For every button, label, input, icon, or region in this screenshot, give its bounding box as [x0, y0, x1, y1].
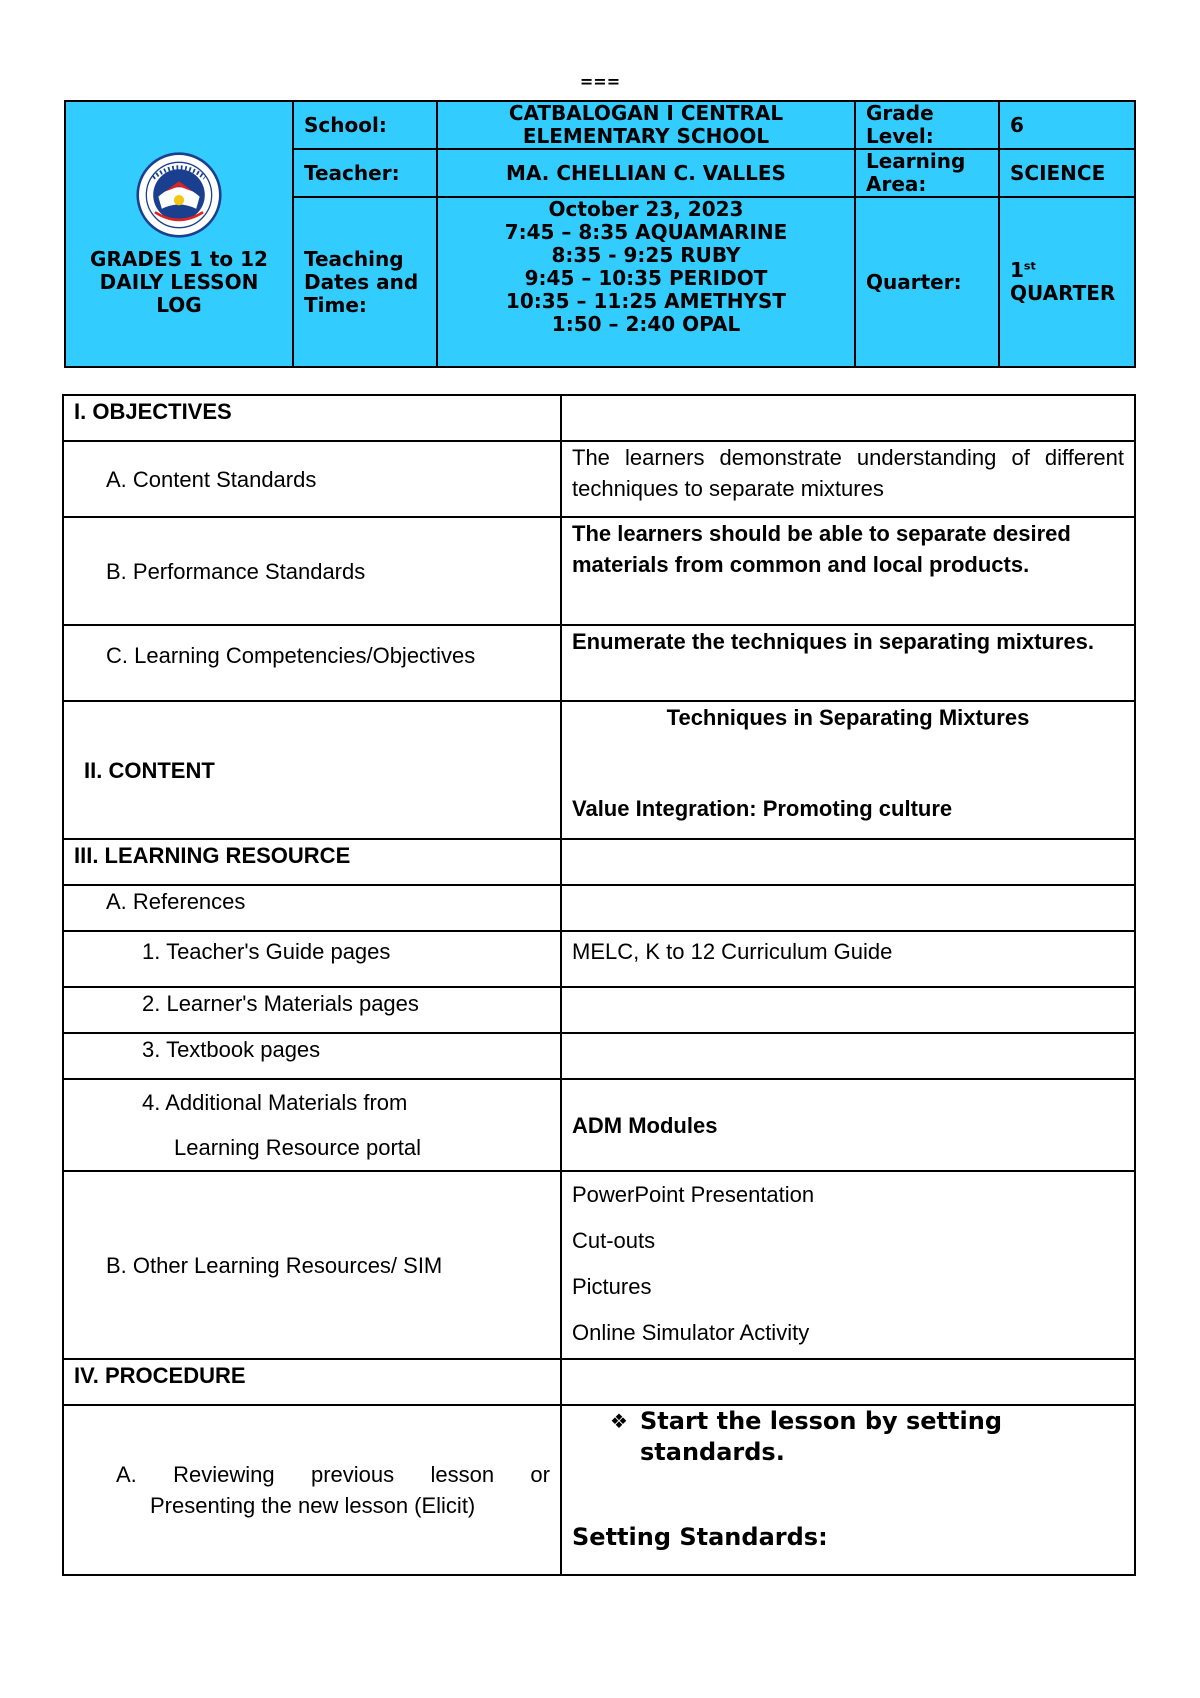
area-value: SCIENCE	[999, 149, 1135, 197]
time-line: 7:45 – 8:35 AQUAMARINE	[504, 220, 788, 244]
header-title-cell	[65, 101, 293, 367]
bullet-text	[640, 1406, 1002, 1468]
objectives-heading: I. OBJECTIVES	[63, 395, 561, 441]
learning-resource-heading: III. LEARNING RESOURCE	[63, 839, 561, 885]
teacher-value: MA. CHELLIAN C. VALLES	[437, 149, 855, 197]
additional-materials-line: Learning Resource portal	[174, 1135, 422, 1160]
textbook-label: 3. Textbook pages	[63, 1033, 561, 1079]
table-row	[63, 987, 1135, 1033]
empty-cell	[561, 1033, 1135, 1079]
teachers-guide-label: 1. Teacher's Guide pages	[63, 931, 561, 987]
value-integration: Value Integration: Promoting culture	[572, 796, 953, 821]
empty-cell	[561, 395, 1135, 441]
table-row	[63, 517, 1135, 625]
deped-seal-icon	[136, 152, 222, 238]
table-row	[63, 1033, 1135, 1079]
content-heading: II. CONTENT	[63, 701, 561, 839]
review-lesson-label	[63, 1405, 561, 1575]
empty-cell	[561, 1359, 1135, 1405]
competencies-label: C. Learning Competencies/Objectives	[63, 625, 561, 701]
time-line: 9:45 – 10:35 PERIDOT	[524, 266, 768, 290]
area-label: Learning Area:	[855, 149, 999, 197]
quarter-value	[999, 197, 1135, 367]
empty-cell	[561, 987, 1135, 1033]
time-line: 8:35 - 9:25 RUBY	[551, 243, 741, 267]
table-row	[63, 625, 1135, 701]
quarter-suffix: st	[1023, 259, 1036, 273]
table-row	[63, 931, 1135, 987]
diamond-bullet-icon: ❖	[610, 1409, 628, 1433]
table-row	[63, 1079, 1135, 1171]
lesson-log-body	[62, 394, 1136, 1576]
table-row	[63, 839, 1135, 885]
list-item: PowerPoint Presentation	[572, 1182, 815, 1207]
review-lesson-value	[561, 1405, 1135, 1575]
bullet-text-line: standards.	[640, 1438, 785, 1466]
dates-label: Teaching Dates and Time:	[293, 197, 437, 367]
table-row	[63, 395, 1135, 441]
performance-standards-value: The learners should be able to separate desired materials from common and local products.	[561, 517, 1135, 625]
lesson-log-header	[64, 100, 1136, 368]
time-line: 10:35 – 11:25 AMETHYST	[505, 289, 787, 313]
additional-materials-value: ADM Modules	[561, 1079, 1135, 1171]
procedure-heading: IV. PROCEDURE	[63, 1359, 561, 1405]
content-topic: Techniques in Separating Mixtures	[666, 705, 1030, 730]
grade-label: Grade Level:	[855, 101, 999, 149]
other-resources-value	[561, 1171, 1135, 1359]
empty-cell	[561, 885, 1135, 931]
content-standards-label: A. Content Standards	[63, 441, 561, 517]
time-line: 1:50 – 2:40 OPAL	[551, 312, 741, 336]
setting-standards-heading: Setting Standards:	[572, 1523, 828, 1551]
header-title: GRADES 1 to 12 DAILY LESSON LOG	[90, 246, 268, 317]
additional-materials-line: 4. Additional Materials from	[142, 1090, 408, 1115]
dates-value	[437, 197, 855, 367]
references-label: A. References	[63, 885, 561, 931]
additional-materials-label	[63, 1079, 561, 1171]
date-line: October 23, 2023	[548, 197, 744, 221]
empty-cell	[561, 839, 1135, 885]
performance-standards-label: B. Performance Standards	[63, 517, 561, 625]
table-row	[63, 441, 1135, 517]
table-row	[63, 1359, 1135, 1405]
list-item: Cut-outs	[572, 1228, 656, 1253]
review-lesson-line: Presenting the new lesson (Elicit)	[150, 1493, 476, 1518]
competencies-value: Enumerate the techniques in separating mixtures.	[561, 625, 1135, 701]
bullet-text-line: Start the lesson by setting	[640, 1407, 1002, 1435]
table-row	[63, 1405, 1135, 1575]
learners-materials-label: 2. Learner's Materials pages	[63, 987, 561, 1033]
page-mark: ===	[579, 72, 621, 91]
teacher-label: Teacher:	[293, 149, 437, 197]
review-lesson-line: A. Reviewing previous lesson or	[116, 1462, 550, 1487]
list-item: Pictures	[572, 1274, 652, 1299]
content-value	[561, 701, 1135, 839]
table-row	[63, 885, 1135, 931]
bullet-item	[572, 1406, 1124, 1468]
teachers-guide-value: MELC, K to 12 Curriculum Guide	[561, 931, 1135, 987]
content-standards-value: The learners demonstrate understanding of different techniques to separate mixtures	[561, 441, 1135, 517]
list-item: Online Simulator Activity	[572, 1320, 810, 1345]
table-row	[63, 1171, 1135, 1359]
quarter-label: Quarter:	[855, 197, 999, 367]
school-value: CATBALOGAN I CENTRAL ELEMENTARY SCHOOL	[437, 101, 855, 149]
quarter-word: QUARTER	[1010, 281, 1116, 305]
quarter-number: 1	[1010, 258, 1024, 282]
grade-value: 6	[999, 101, 1135, 149]
table-row	[63, 701, 1135, 839]
other-resources-label: B. Other Learning Resources/ SIM	[63, 1171, 561, 1359]
school-label: School:	[293, 101, 437, 149]
